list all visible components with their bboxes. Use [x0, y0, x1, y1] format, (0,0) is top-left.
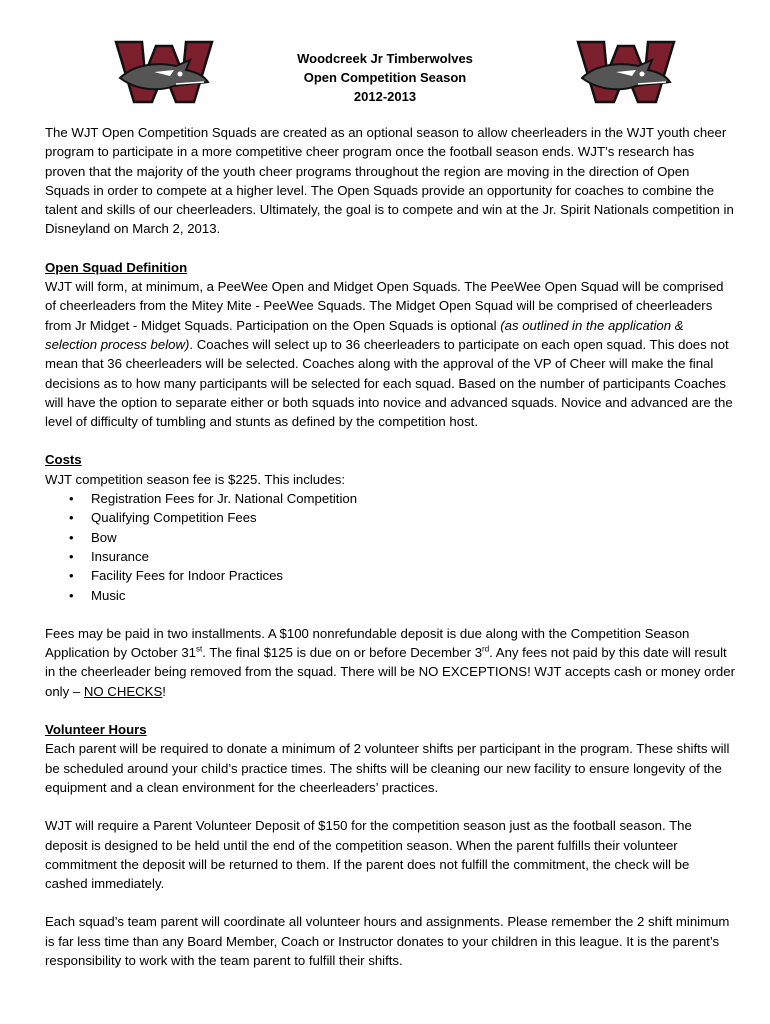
section-heading-costs: Costs — [45, 452, 82, 468]
section-heading-volunteer: Volunteer Hours — [45, 722, 147, 738]
list-item: • Music — [45, 586, 735, 605]
wolf-w-logo-left — [114, 34, 214, 106]
bullet-icon: • — [69, 568, 74, 584]
costs-list — [45, 489, 735, 605]
list-item: • Insurance — [45, 547, 735, 566]
list-item: • Registration Fees for Jr. National Competition — [45, 489, 735, 508]
definition-italic-note: (as outlined in the application & selection process below) — [45, 317, 684, 352]
bullet-icon: • — [69, 587, 74, 603]
document-body — [45, 123, 735, 970]
wolf-w-logo-right — [576, 34, 676, 106]
title-line-2: Open Competition Season — [303, 70, 467, 85]
volunteer-paragraph-2: WJT will require a Parent Volunteer Deposit of $150 for the competition season just as the football season. The deposit is designed to be held until the end of the competition season. When the parent fulfills their volunteer commitment the deposit will be returned to them. If the parent does not fulfill the commitment, the check will be cashed immediately. — [45, 818, 692, 892]
fees-paragraph: Fees may be paid in two installments. A $100 nonrefundable deposit is due along with the Competition Season Application by October 31st. The final $125 is due on or before December 3rd. Any fees not paid by this date will result in the cheerleader being removed from the squad. There will be NO EXCEPTIONS! WJT accepts cash or money order only – NO CHECKS! — [45, 625, 735, 699]
costs-intro: WJT competition season fee is $225. This includes: — [45, 471, 346, 487]
no-checks-text: NO CHECKS — [83, 683, 163, 699]
volunteer-paragraph-1: Each parent will be required to donate a minimum of 2 volunteer shifts per participant in the program. These shifts will be scheduled around your child’s practice times. The shifts will be cleaning our new facility to ensure longevity of the equipment and a clean environment for the cheerleaders’ practices. — [45, 741, 730, 795]
volunteer-paragraph-3: Each squad’s team parent will coordinate all volunteer hours and assignments. Please remember the 2 shift minimum is far less time than any Board Member, Coach or Instructor donates to your children in this league. It is the parent’s responsibility to work with the team parent to fulfill their shifts. — [45, 914, 730, 968]
title-line-3: 2012-2013 — [353, 89, 417, 104]
bullet-icon: • — [69, 548, 74, 564]
section-heading-definition: Open Squad Definition — [45, 259, 188, 275]
title-line-1: Woodcreek Jr Timberwolves — [297, 51, 473, 66]
bullet-icon: • — [69, 529, 74, 545]
intro-paragraph: The WJT Open Competition Squads are created as an optional season to allow cheerleaders in the WJT youth cheer program to participate in a more competitive cheer program once the football season ends. WJT’s research has proven that the majority of the youth cheer programs throughout the region are moving in the direction of Open Squads in order to compete at a higher level. The Open Squads provide an opportunity for coaches to combine the talent and skills of our cheerleaders. Ultimately, the goal is to compete and win at the Jr. Spirit Nationals competition in Disneyland on March 2, 2013. — [45, 125, 734, 237]
definition-paragraph: WJT will form, at minimum, a PeeWee Open and Midget Open Squads. The PeeWee Open Squad will be comprised of cheerleaders from the Mitey Mite - PeeWee Squads. The Midget Open Squad will be comprised of cheerleaders from Jr Midget - Midget Squads. Participation on the Open Squads is optional (as outlined in the application & selection process below). Coaches will select up to 36 cheerleaders to participate on each open squad. This does not mean that 36 cheerleaders will be selected. Coaches along with the approval of the VP of Cheer will make the final decisions as to how many participants will be selected for each squad. Based on the number of participants Coaches will have the option to separate either or both squads into novice and advanced squads. Novice and advanced are the level of difficulty of tumbling and stunts as defined by the competition host. — [45, 279, 733, 430]
list-item: • Qualifying Competition Fees — [45, 508, 735, 527]
document-title — [235, 49, 535, 106]
list-item: • Facility Fees for Indoor Practices — [45, 566, 735, 585]
bullet-icon: • — [69, 510, 74, 526]
list-item: • Bow — [45, 528, 735, 547]
bullet-icon: • — [69, 491, 74, 507]
